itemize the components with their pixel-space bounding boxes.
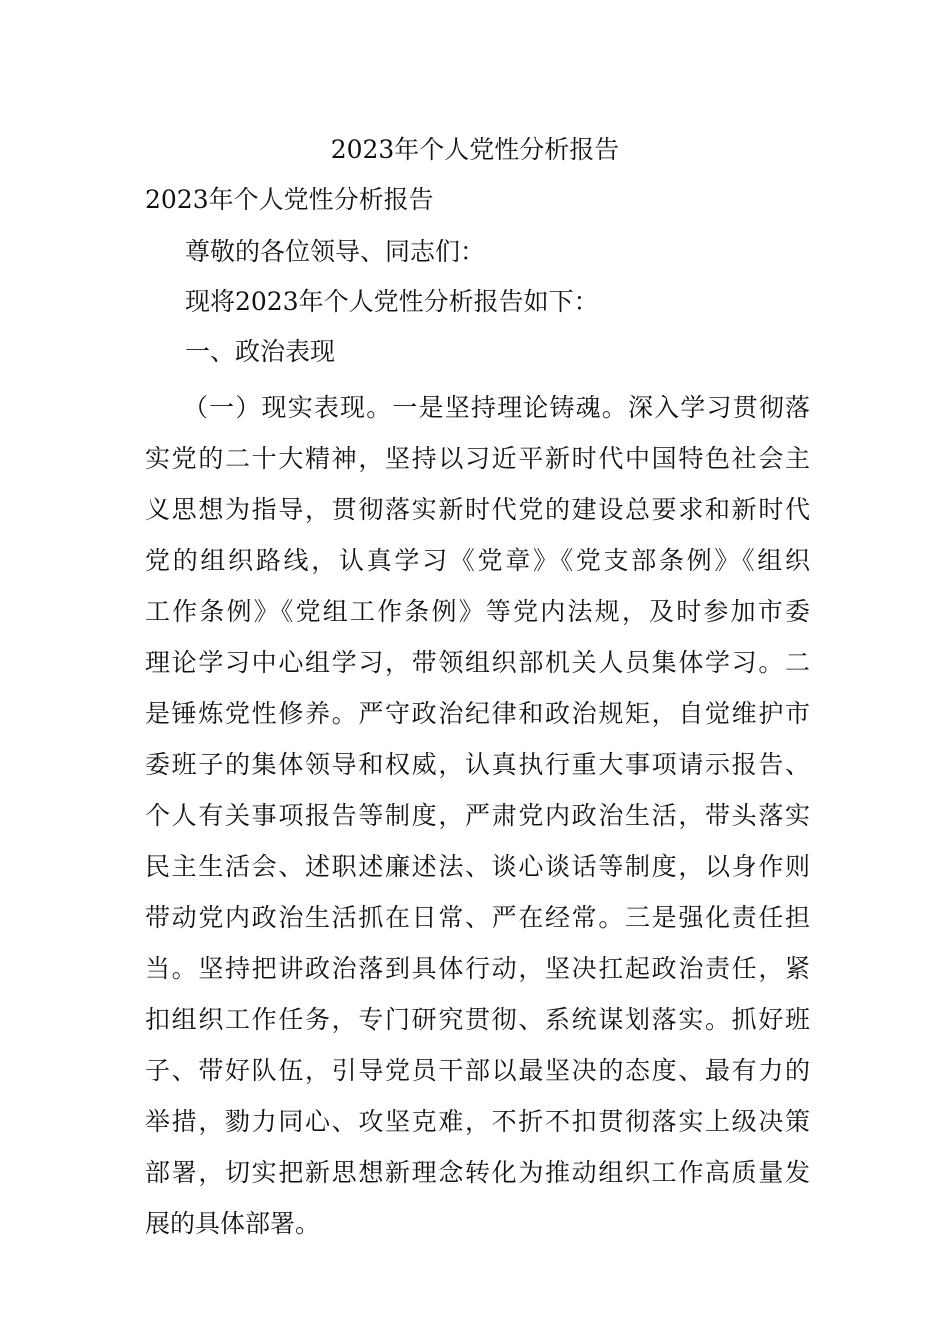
body-line: 当。坚持把讲政治落到具体行动，坚决扛起政治责任，紧 xyxy=(145,954,810,983)
body-line: 党的组织路线，认真学习《党章》《党支部条例》《组织 xyxy=(145,546,810,575)
document-subtitle: 2023年个人党性分析报告 xyxy=(145,185,434,214)
body-line: 实党的二十大精神，坚持以习近平新时代中国特色社会主 xyxy=(145,444,810,473)
body-line: 子、带好队伍，引导党员干部以最坚决的态度、最有力的 xyxy=(145,1056,810,1085)
body-line: 义思想为指导，贯彻落实新时代党的建设总要求和新时代 xyxy=(145,495,810,524)
body-line: 委班子的集体领导和权威，认真执行重大事项请示报告、 xyxy=(145,750,810,779)
body-line: 是锤炼党性修养。严守政治纪律和政治规矩，自觉维护市 xyxy=(145,699,810,728)
body-line: 扣组织工作任务，专门研究贯彻、系统谋划落实。抓好班 xyxy=(145,1005,810,1034)
body-paragraph xyxy=(145,382,810,1249)
body-line: 带动党内政治生活抓在日常、严在经常。三是强化责任担 xyxy=(145,903,810,932)
body-line: 民主生活会、述职述廉述法、谈心谈话等制度，以身作则 xyxy=(145,852,810,881)
body-line: 展的具体部署。 xyxy=(145,1209,321,1238)
document-title: 2023年个人党性分析报告 xyxy=(330,135,620,164)
body-line: 部署，切实把新思想新理念转化为推动组织工作高质量发 xyxy=(145,1158,810,1187)
salutation: 尊敬的各位领导、同志们： xyxy=(185,237,486,266)
section-heading: 一、政治表现 xyxy=(185,337,336,366)
body-line: 理论学习中心组学习，带领组织部机关人员集体学习。二 xyxy=(145,648,810,677)
body-line: 工作条例》《党组工作条例》等党内法规，及时参加市委 xyxy=(145,597,810,626)
intro-line: 现将2023年个人党性分析报告如下： xyxy=(185,287,599,316)
body-line: 举措，勠力同心、攻坚克难，不折不扣贯彻落实上级决策 xyxy=(145,1107,810,1136)
body-line: （一）现实表现。一是坚持理论铸魂。深入学习贯彻落 xyxy=(183,393,810,422)
body-line: 个人有关事项报告等制度，严肃党内政治生活，带头落实 xyxy=(145,801,810,830)
